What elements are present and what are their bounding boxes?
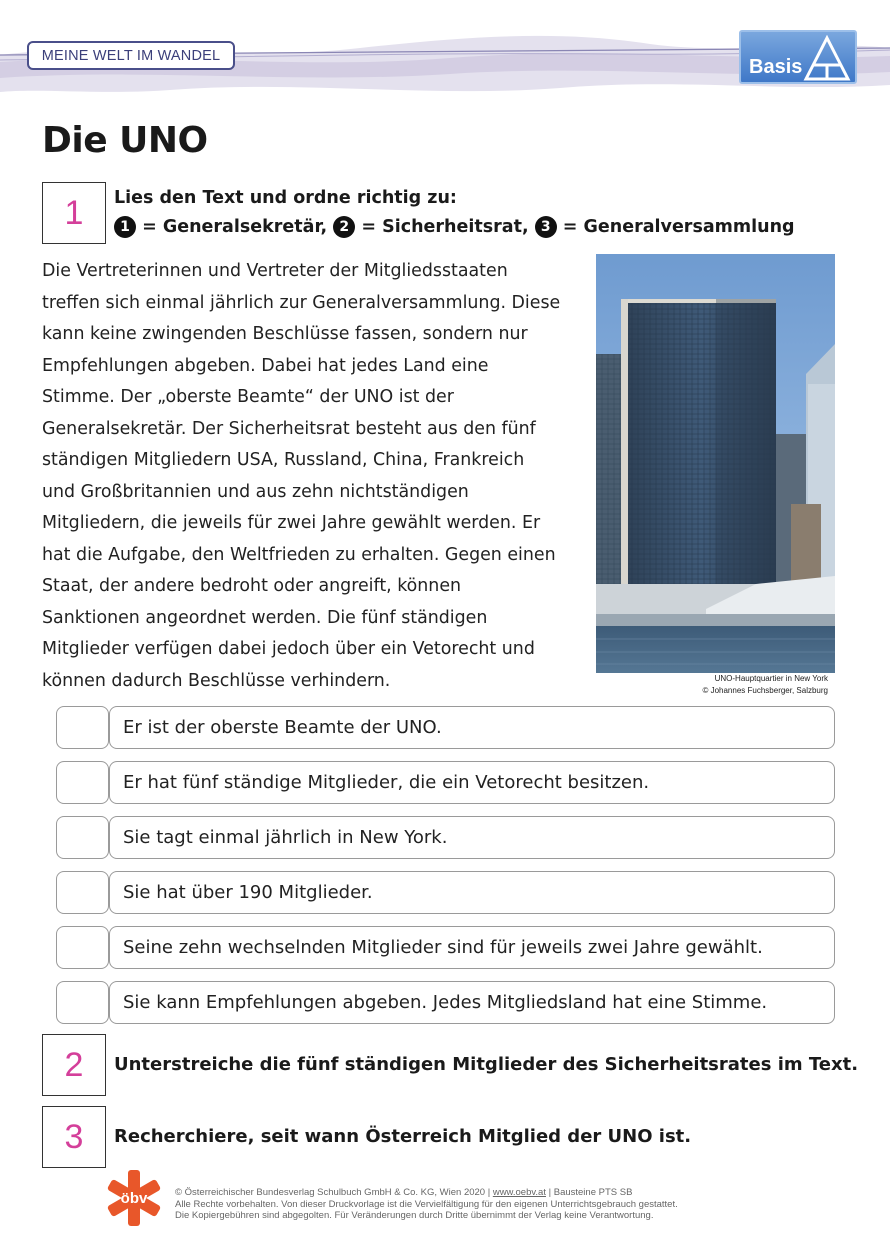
copyright-line2: Alle Rechte vorbehalten. Von dieser Druckvorlage ist die Vervielfältigung für den eigenen Unterrichtsgebrauch gestattet. [175,1198,678,1210]
list-item [56,926,835,970]
copyright-line1-suffix: | Bausteine PTS SB [545,1187,633,1198]
photo-caption [702,673,828,697]
text-line: treffen sich einmal jährlich zur Generalversammlung. Diese [42,292,561,313]
task-number-3: 3 [42,1106,106,1168]
statement-text: Sie kann Empfehlungen abgeben. Jedes Mitgliedsland hat eine Stimme. [109,981,835,1024]
statement-text: Er hat fünf ständige Mitglieder, die ein Vetorecht besitzen. [109,761,835,804]
answer-box[interactable] [56,706,109,749]
answer-box[interactable] [56,871,109,914]
text-line: Die Vertreterinnen und Vertreter der Mitgliedsstaaten [42,261,508,281]
statement-text: Sie tagt einmal jährlich in New York. [109,816,835,859]
publisher-logo [104,1168,164,1228]
text-line: Empfehlungen abgeben. Dabei hat jedes Land eine [42,355,489,376]
text-line: und Großbritannien und aus zehn nichtständigen [42,481,469,502]
task3-instruction: Recherchiere, seit wann Österreich Mitglied der UNO ist. [114,1126,692,1147]
copyright-line1-prefix: © Österreichischer Bundesverlag Schulbuch GmbH & Co. KG, Wien 2020 | [175,1187,493,1198]
copyright-notice [175,1187,678,1222]
text-line: können dadurch Beschlüsse verhindern. [42,670,391,691]
answer-box[interactable] [56,761,109,804]
task2-instruction: Unterstreiche die fünf ständigen Mitglieder des Sicherheitsrates im Text. [114,1054,859,1075]
publisher-logo-text: öbv [120,1190,148,1207]
photo-caption-title: UNO-Hauptquartier in New York [714,674,828,683]
series-label: MEINE WELT IM WANDEL [27,41,235,70]
level-badge [739,30,857,84]
text-line: Sanktionen angeordnet werden. Die fünf ständigen [42,607,488,628]
number-badge-3: 3 [535,216,557,238]
list-item [56,981,835,1025]
answer-box[interactable] [56,816,109,859]
list-item [56,706,835,750]
list-item [56,871,835,915]
task-number-1: 1 [42,182,106,244]
list-item [56,816,835,860]
answer-box[interactable] [56,926,109,969]
text-line: Staat, der andere bedroht oder angreift, können [42,576,462,596]
publisher-website-link[interactable]: www.oebv.at [492,1187,546,1198]
level-badge-label: Basis [749,56,803,78]
legend-label-1: = Generalsekretär, [142,217,328,237]
number-badge-1: 1 [114,216,136,238]
task1-legend [114,216,795,238]
text-line: hat die Aufgabe, den Weltfrieden zu erhalten. Gegen einen [42,544,556,565]
text-line: Mitglieder verfügen dabei jedoch über ein Vetorecht und [42,639,535,659]
text-line: Generalsekretär. Der Sicherheitsrat besteht aus den fünf [42,418,536,439]
task-number-2: 2 [42,1034,106,1096]
list-item [56,761,835,805]
statement-text: Er ist der oberste Beamte der UNO. [109,706,835,749]
text-line: ständigen Mitgliedern USA, Russland, China, Frankreich [42,450,525,470]
text-line: kann keine zwingenden Beschlüsse fassen, sondern nur [42,324,528,344]
text-line: Stimme. Der „oberste Beamte“ der UNO ist der [42,387,454,407]
page-title: Die UNO [42,120,208,161]
reading-text [42,256,587,697]
photo-credit: © Johannes Fuchsberger, Salzburg [702,686,828,695]
answer-box[interactable] [56,981,109,1024]
statement-text: Seine zehn wechselnden Mitglieder sind für jeweils zwei Jahre gewählt. [109,926,835,969]
task1-instruction: Lies den Text und ordne richtig zu: [114,188,457,208]
pyramid-icon [803,35,851,83]
copyright-line3: Die Kopiergebühren sind abgegolten. Für Veränderungen durch Dritte übernimmt der Verlag keine Verantwortung. [175,1210,654,1221]
text-line: Mitgliedern, die jeweils für zwei Jahre gewählt werden. Er [42,513,541,533]
un-headquarters-photo [596,254,835,673]
statement-text: Sie hat über 190 Mitglieder. [109,871,835,914]
legend-label-3: = Generalversammlung [562,217,795,237]
legend-label-2: = Sicherheitsrat, [361,217,529,237]
number-badge-2: 2 [333,216,355,238]
